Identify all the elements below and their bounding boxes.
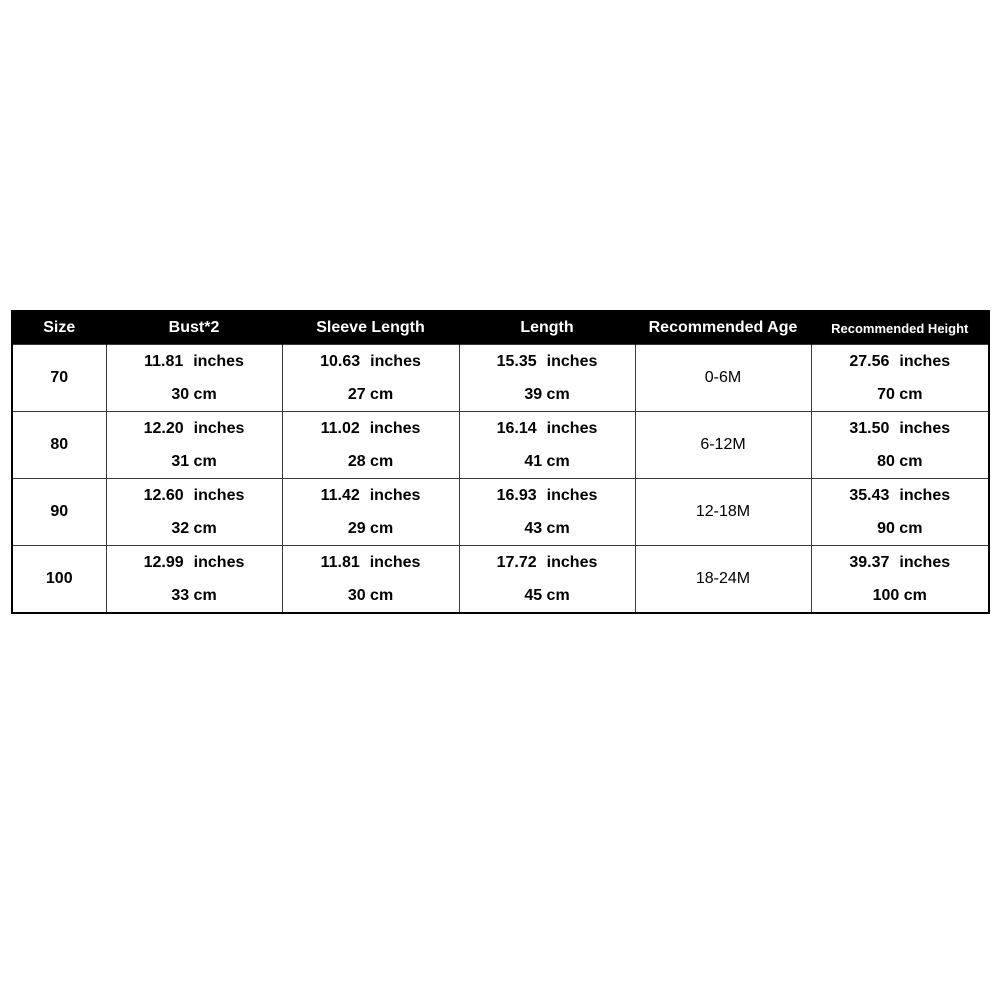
length-cell	[459, 479, 635, 546]
size-cell: 80	[12, 412, 106, 479]
sleeve-cell	[282, 546, 459, 614]
length-inches-value: 16.14	[496, 420, 537, 437]
header-size: Size	[12, 311, 106, 345]
size-cell: 90	[12, 479, 106, 546]
length-inches	[460, 345, 635, 378]
sleeve-inches-value: 11.02	[320, 420, 360, 437]
height-cell	[811, 412, 989, 479]
length-cm: 39 cm	[524, 386, 570, 403]
inches-unit: inches	[546, 420, 598, 437]
size-chart-body	[12, 345, 989, 614]
inches-unit: inches	[899, 420, 951, 437]
length-inches	[460, 412, 635, 445]
inches-unit: inches	[193, 487, 245, 504]
length-inches-value: 17.72	[496, 554, 537, 571]
bust-inches-value: 11.81	[144, 353, 184, 370]
bust-inches-value: 12.99	[143, 554, 184, 571]
inches-unit: inches	[193, 353, 244, 370]
bust-cm: 33 cm	[171, 587, 217, 604]
bust-cm: 31 cm	[171, 453, 217, 470]
sleeve-inches	[283, 479, 459, 512]
bust-cell	[106, 479, 282, 546]
header-row	[12, 311, 989, 345]
height-cm: 80 cm	[877, 453, 923, 470]
sleeve-inches	[283, 546, 459, 579]
bust-cell	[106, 345, 282, 412]
header-recommended-height: Recommended Height	[811, 311, 989, 345]
length-cm: 43 cm	[524, 520, 570, 537]
inches-unit: inches	[193, 420, 245, 437]
inches-unit: inches	[370, 353, 421, 370]
bust-inches-value: 12.60	[143, 487, 184, 504]
length-cm: 41 cm	[524, 453, 570, 470]
length-cell	[459, 412, 635, 479]
sleeve-inches-value: 11.81	[320, 554, 360, 571]
table-row	[12, 412, 989, 479]
sleeve-cm: 28 cm	[347, 453, 394, 470]
bust-inches-value: 12.20	[143, 420, 184, 437]
height-inches	[812, 345, 989, 378]
bust-cell	[106, 412, 282, 479]
height-cell	[811, 546, 989, 614]
height-inches	[812, 479, 989, 512]
bust-cell	[106, 546, 282, 614]
inches-unit: inches	[369, 420, 421, 437]
sleeve-inches	[283, 345, 459, 378]
sleeve-cell	[282, 412, 459, 479]
inches-unit: inches	[369, 554, 421, 571]
sleeve-cm: 30 cm	[347, 587, 394, 604]
header-recommended-age: Recommended Age	[635, 311, 811, 345]
inches-unit: inches	[899, 554, 951, 571]
size-chart-header	[12, 311, 989, 345]
length-cm: 45 cm	[524, 587, 570, 604]
length-inches	[460, 479, 635, 512]
age-cell: 0-6M	[635, 345, 811, 412]
header-length: Length	[459, 311, 635, 345]
sleeve-cm: 27 cm	[347, 386, 394, 403]
inches-unit: inches	[546, 554, 598, 571]
size-cell: 70	[12, 345, 106, 412]
bust-inches	[107, 412, 282, 445]
height-inches-value: 39.37	[849, 554, 890, 571]
table-row	[12, 479, 989, 546]
sleeve-inches	[283, 412, 459, 445]
header-bust: Bust*2	[106, 311, 282, 345]
inches-unit: inches	[546, 353, 598, 370]
inches-unit: inches	[546, 487, 598, 504]
height-cm: 90 cm	[877, 520, 923, 537]
height-cm: 70 cm	[877, 386, 923, 403]
height-cell	[811, 345, 989, 412]
height-cell	[811, 479, 989, 546]
size-chart-table	[11, 310, 990, 614]
table-row	[12, 345, 989, 412]
height-inches	[812, 412, 989, 445]
size-cell: 100	[12, 546, 106, 614]
inches-unit: inches	[369, 487, 421, 504]
length-inches-value: 16.93	[496, 487, 537, 504]
sleeve-cm: 29 cm	[347, 520, 394, 537]
height-cm: 100 cm	[872, 587, 927, 604]
height-inches-value: 27.56	[849, 353, 890, 370]
bust-inches	[107, 546, 282, 579]
bust-cm: 32 cm	[171, 520, 217, 537]
bust-inches	[107, 345, 282, 378]
sleeve-cell	[282, 345, 459, 412]
age-cell: 6-12M	[635, 412, 811, 479]
inches-unit: inches	[899, 353, 951, 370]
length-inches	[460, 546, 635, 579]
height-inches	[812, 546, 989, 579]
height-inches-value: 35.43	[849, 487, 890, 504]
sleeve-inches-value: 11.42	[320, 487, 360, 504]
age-cell: 18-24M	[635, 546, 811, 614]
header-sleeve-length: Sleeve Length	[282, 311, 459, 345]
length-cell	[459, 345, 635, 412]
sleeve-inches-value: 10.63	[320, 353, 361, 370]
height-inches-value: 31.50	[849, 420, 890, 437]
length-cell	[459, 546, 635, 614]
length-inches-value: 15.35	[496, 353, 537, 370]
age-cell: 12-18M	[635, 479, 811, 546]
inches-unit: inches	[899, 487, 951, 504]
table-row	[12, 546, 989, 614]
bust-cm: 30 cm	[171, 386, 217, 403]
sleeve-cell	[282, 479, 459, 546]
bust-inches	[107, 479, 282, 512]
inches-unit: inches	[193, 554, 245, 571]
